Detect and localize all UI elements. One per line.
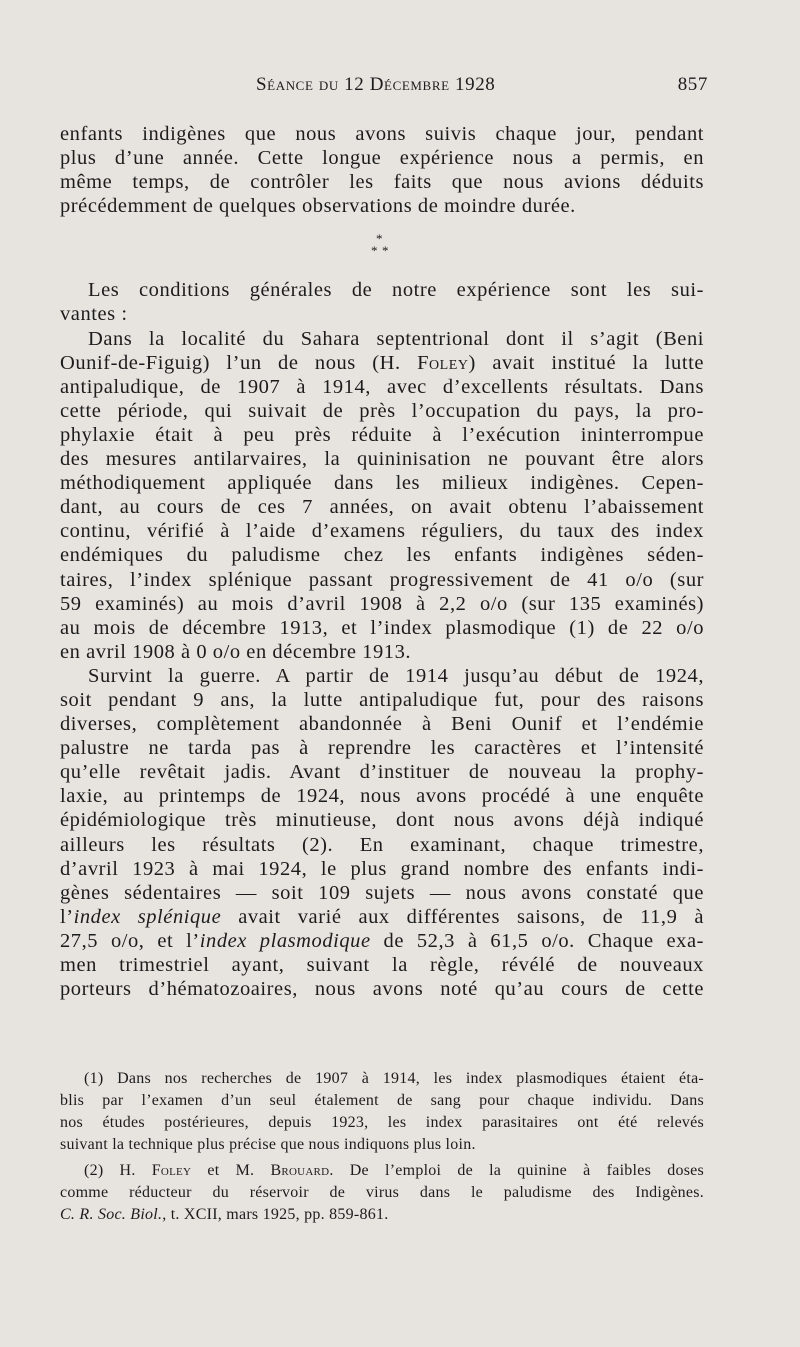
text-line: en avril 1908 à 0 o/o en décembre 1913.: [60, 640, 412, 663]
text-line: Dans la localité du Sahara septentrional dont il s’agit (Beni: [88, 327, 704, 350]
text-line: enfants indigènes que nous avons suivis chaque jour, pendant: [60, 123, 704, 145]
text-line: même temps, de contrôler les faits que nous avions déduits: [60, 171, 704, 194]
footnote-line: suivant la technique plus précise que nous indiquons plus loin.: [60, 1136, 476, 1153]
footnote-line: blis par l’examen d’un seul étalement de sang pour chaque individu. Dans: [60, 1092, 704, 1109]
running-header: [60, 74, 710, 104]
footnote-line: (2) H. Foley et M. Brouard. De l’emploi de la quinine à faibles doses: [84, 1162, 704, 1179]
text-line: continu, vérifié à l’aide d’examens réguliers, du taux des index: [60, 520, 704, 543]
text-fragment: l’: [60, 905, 74, 928]
text-fragment: 27,5 o/o, et l’: [60, 929, 200, 952]
footnote-line: nos études postérieures, depuis 1923, les index parasitaires ont été relevés: [60, 1114, 704, 1131]
text-line: diverses, complètement abandonnée à Beni Ounif et l’endémie: [60, 713, 704, 736]
paragraph-beni-ounif: [60, 327, 704, 664]
author-name: Foley: [151, 1162, 192, 1179]
text-line: des mesures antilarvaires, la quininisation ne pouvant être alors: [60, 448, 704, 471]
text-line: [60, 929, 704, 953]
text-line: précédemment de quelques observations de moindre durée.: [60, 195, 576, 218]
asterism-star: *: [382, 243, 390, 259]
text-line: méthodiquement appliquée dans les milieux indigènes. Cepen-: [60, 472, 704, 495]
footnote-line: (1) Dans nos recherches de 1907 à 1914, les index plasmodiques étaient éta-: [84, 1070, 704, 1087]
text-line: au mois de décembre 1913, et l’index plasmodique (1) de 22 o/o: [60, 616, 704, 639]
text-line: 59 examinés) au mois d’avril 1908 à 2,2 o/o (sur 135 examinés): [60, 592, 704, 615]
text-line: endémiques du paludisme chez les enfants indigènes séden-: [60, 544, 704, 567]
section-asterism: [60, 218, 704, 278]
asterism-star: *: [376, 231, 384, 247]
footnote-line: comme réducteur du réservoir de virus dans le paludisme des Indigènes.: [60, 1184, 704, 1201]
author-name: Foley: [417, 351, 469, 374]
text-line: phylaxie était à peu près réduite à l’exécution ininterrompue: [60, 423, 704, 446]
text-line: épidémiologique très minutieuse, dont nous avons déjà indiqué: [60, 809, 704, 832]
text-line: taires, l’index splénique passant progressivement de 41 o/o (sur: [60, 568, 704, 591]
text-line: laxie, au printemps de 1924, nous avons procédé à une enquête: [60, 785, 704, 808]
footnotes: [60, 1068, 704, 1226]
footnote-line: C. R. Soc. Biol., t. XCII, mars 1925, pp. 859-861.: [60, 1206, 389, 1223]
text-line: dant, au cours de ces 7 années, on avait obtenu l’abaissement: [60, 496, 704, 519]
text-line: porteurs d’hématozoaires, nous avons noté qu’au cours de cette: [60, 978, 704, 1001]
text-line: soit pendant 9 ans, la lutte antipaludique fut, pour des raisons: [60, 688, 704, 711]
paragraph-war: [60, 664, 704, 1001]
text-fragment: avait varié aux différentes saisons, de 11,9 à: [221, 905, 704, 928]
asterism-star: *: [371, 243, 379, 259]
text-line: [60, 905, 704, 929]
italic-term: index splénique: [73, 905, 222, 928]
text-line: vantes :: [60, 303, 128, 326]
text-line: d’avril 1923 à mai 1924, le plus grand nombre des enfants indi-: [60, 857, 704, 880]
italic-term: index plasmodique: [199, 929, 371, 952]
text-line: plus d’une année. Cette longue expérience nous a permis, en: [60, 147, 704, 170]
text-fragment: de 52,3 à 61,5 o/o. Chaque exa-: [370, 929, 705, 952]
text-line: Ounif-de-Figuig) l’un de nous (H. Foley) avait institué la lutte: [60, 351, 704, 374]
text-line: qu’elle revêtait jadis. Avant d’instituer de nouveau la prophy-: [60, 761, 704, 784]
text-line: Les conditions générales de notre expérience sont les sui-: [88, 279, 704, 302]
text-line: Survint la guerre. A partir de 1914 jusqu’au début de 1924,: [88, 664, 704, 687]
text-line: palustre ne tarda pas à reprendre les caractères et l’intensité: [60, 737, 704, 760]
text-line: ailleurs les résultats (2). En examinant, chaque trimestre,: [60, 833, 704, 856]
main-text: [60, 122, 704, 1001]
author-name: Brouard: [270, 1162, 330, 1179]
running-title: Séance du 12 Décembre 1928: [256, 74, 496, 95]
paragraph-conditions: [60, 278, 704, 326]
page-number: 857: [677, 74, 708, 95]
journal-title: C. R. Soc. Biol.: [60, 1206, 163, 1223]
text-line: cette période, qui suivait de près l’occupation du pays, la pro-: [60, 399, 704, 422]
intro-paragraph: [60, 122, 704, 218]
text-line: gènes sédentaires — soit 109 sujets — nous avons constaté que: [60, 881, 704, 904]
text-line: antipaludique, de 1907 à 1914, avec d’excellents résultats. Dans: [60, 375, 704, 398]
text-line: men trimestriel ayant, suivant la règle, révélé de nouveaux: [60, 954, 704, 976]
